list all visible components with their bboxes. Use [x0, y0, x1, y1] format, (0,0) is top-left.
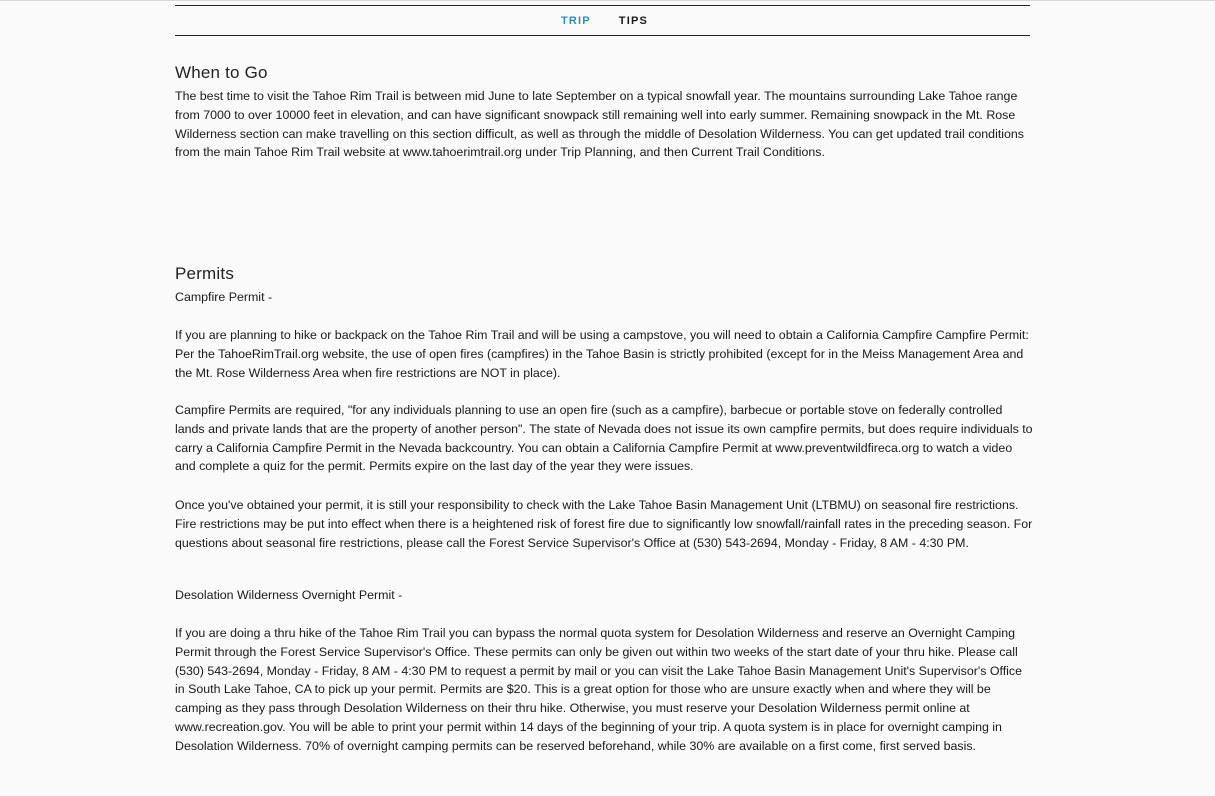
tab-tips[interactable]: TIPS [618, 14, 649, 27]
campfire-paragraph-3: Once you've obtained your permit, it is still your responsibility to check with the Lake Tahoe Basin Management Unit (LTBMU) on seasonal fire restrictions. Fire restrictions may be put into effect when there is a heightened risk of forest fire due to significantly low snowfall/rainfall rates in the preceding season. For questions about seasonal fire restrictions, please call the Forest Service Supervisor's Office at (530) 543-2694, Monday - Friday, 8 AM - 4:30 PM. [175, 498, 1033, 550]
campfire-paragraph-2: Campfire Permits are required, "for any individuals planning to use an open fire (such as a campfire), barbecue or portable stove on federally controlled lands and private lands that are the property of another person". The state of Nevada does not issue its own campfire permits, but does require individuals to carry a California Campfire Permit in the Nevada backcountry. You can obtain a California Campfire Permit at www.preventwildfireca.org to watch a video and complete a quiz for the permit. Permits expire on the last day of the year they were issues. [175, 403, 1033, 474]
top-edge-divider [0, 0, 1215, 1]
desolation-paragraph: If you are doing a thru hike of the Tahoe Rim Trail you can bypass the normal quota system for Desolation Wilderness and reserve an Overnight Camping Permit through the Forest Service Supervisor's Office. These permits can only be given out within two weeks of the start date of your thru hike. Please call (530) 543-2694, Monday - Friday, 8 AM - 4:30 PM to request a permit by mail or you can visit the Lake Tahoe Basin Management Unit's Supervisor's Office in South Lake Tahoe, CA to pick up your permit. Permits are $20. This is a great option for those who are unsure exactly when and where they will be camping as they pass through Desolation Wilderness on their thru hike. Otherwise, you must reserve your Desolation Wilderness permit online at www.recreation.gov. You will be able to print your permit within 14 days of the beginning of your trip. A quota system is in place for overnight camping in Desolation Wilderness. 70% of overnight camping permits can be reserved beforehand, while 30% are available on a first come, first served basis. [175, 626, 1023, 753]
campfire-permit-label: Campfire Permit - [175, 290, 273, 304]
section-tabs [175, 5, 1030, 36]
when-to-go-heading: When to Go [175, 63, 268, 82]
permits-heading: Permits [175, 264, 235, 283]
campfire-paragraph-1: If you are planning to hike or backpack on the Tahoe Rim Trail and will be using a campstove, you will need to obtain a California Campfire Campfire Permit: Per the TahoeRimTrail.org website, the use of open fires (campfires) in the Tahoe Basin is strictly prohibited (except for in the Meiss Management Area and the Mt. Rose Wilderness Area when fire restrictions are NOT in place). [175, 328, 1029, 380]
desolation-permit-label: Desolation Wilderness Overnight Permit - [175, 588, 403, 602]
tab-trip[interactable]: TRIP [560, 14, 591, 27]
when-to-go-paragraph: The best time to visit the Tahoe Rim Trail is between mid June to late September on a typical snowfall year. The mountains surrounding Lake Tahoe range from 7000 to over 10000 feet in elevation, and can have significant snowpack still remaining well into early summer. Remaining snowpack in the Mt. Rose Wilderness section can make travelling on this section difficult, as well as through the middle of Desolation Wilderness. You can get updated trail conditions from the main Tahoe Rim Trail website at www.tahoerimtrail.org under Trip Planning, and then Current Trail Conditions. [175, 89, 1024, 160]
